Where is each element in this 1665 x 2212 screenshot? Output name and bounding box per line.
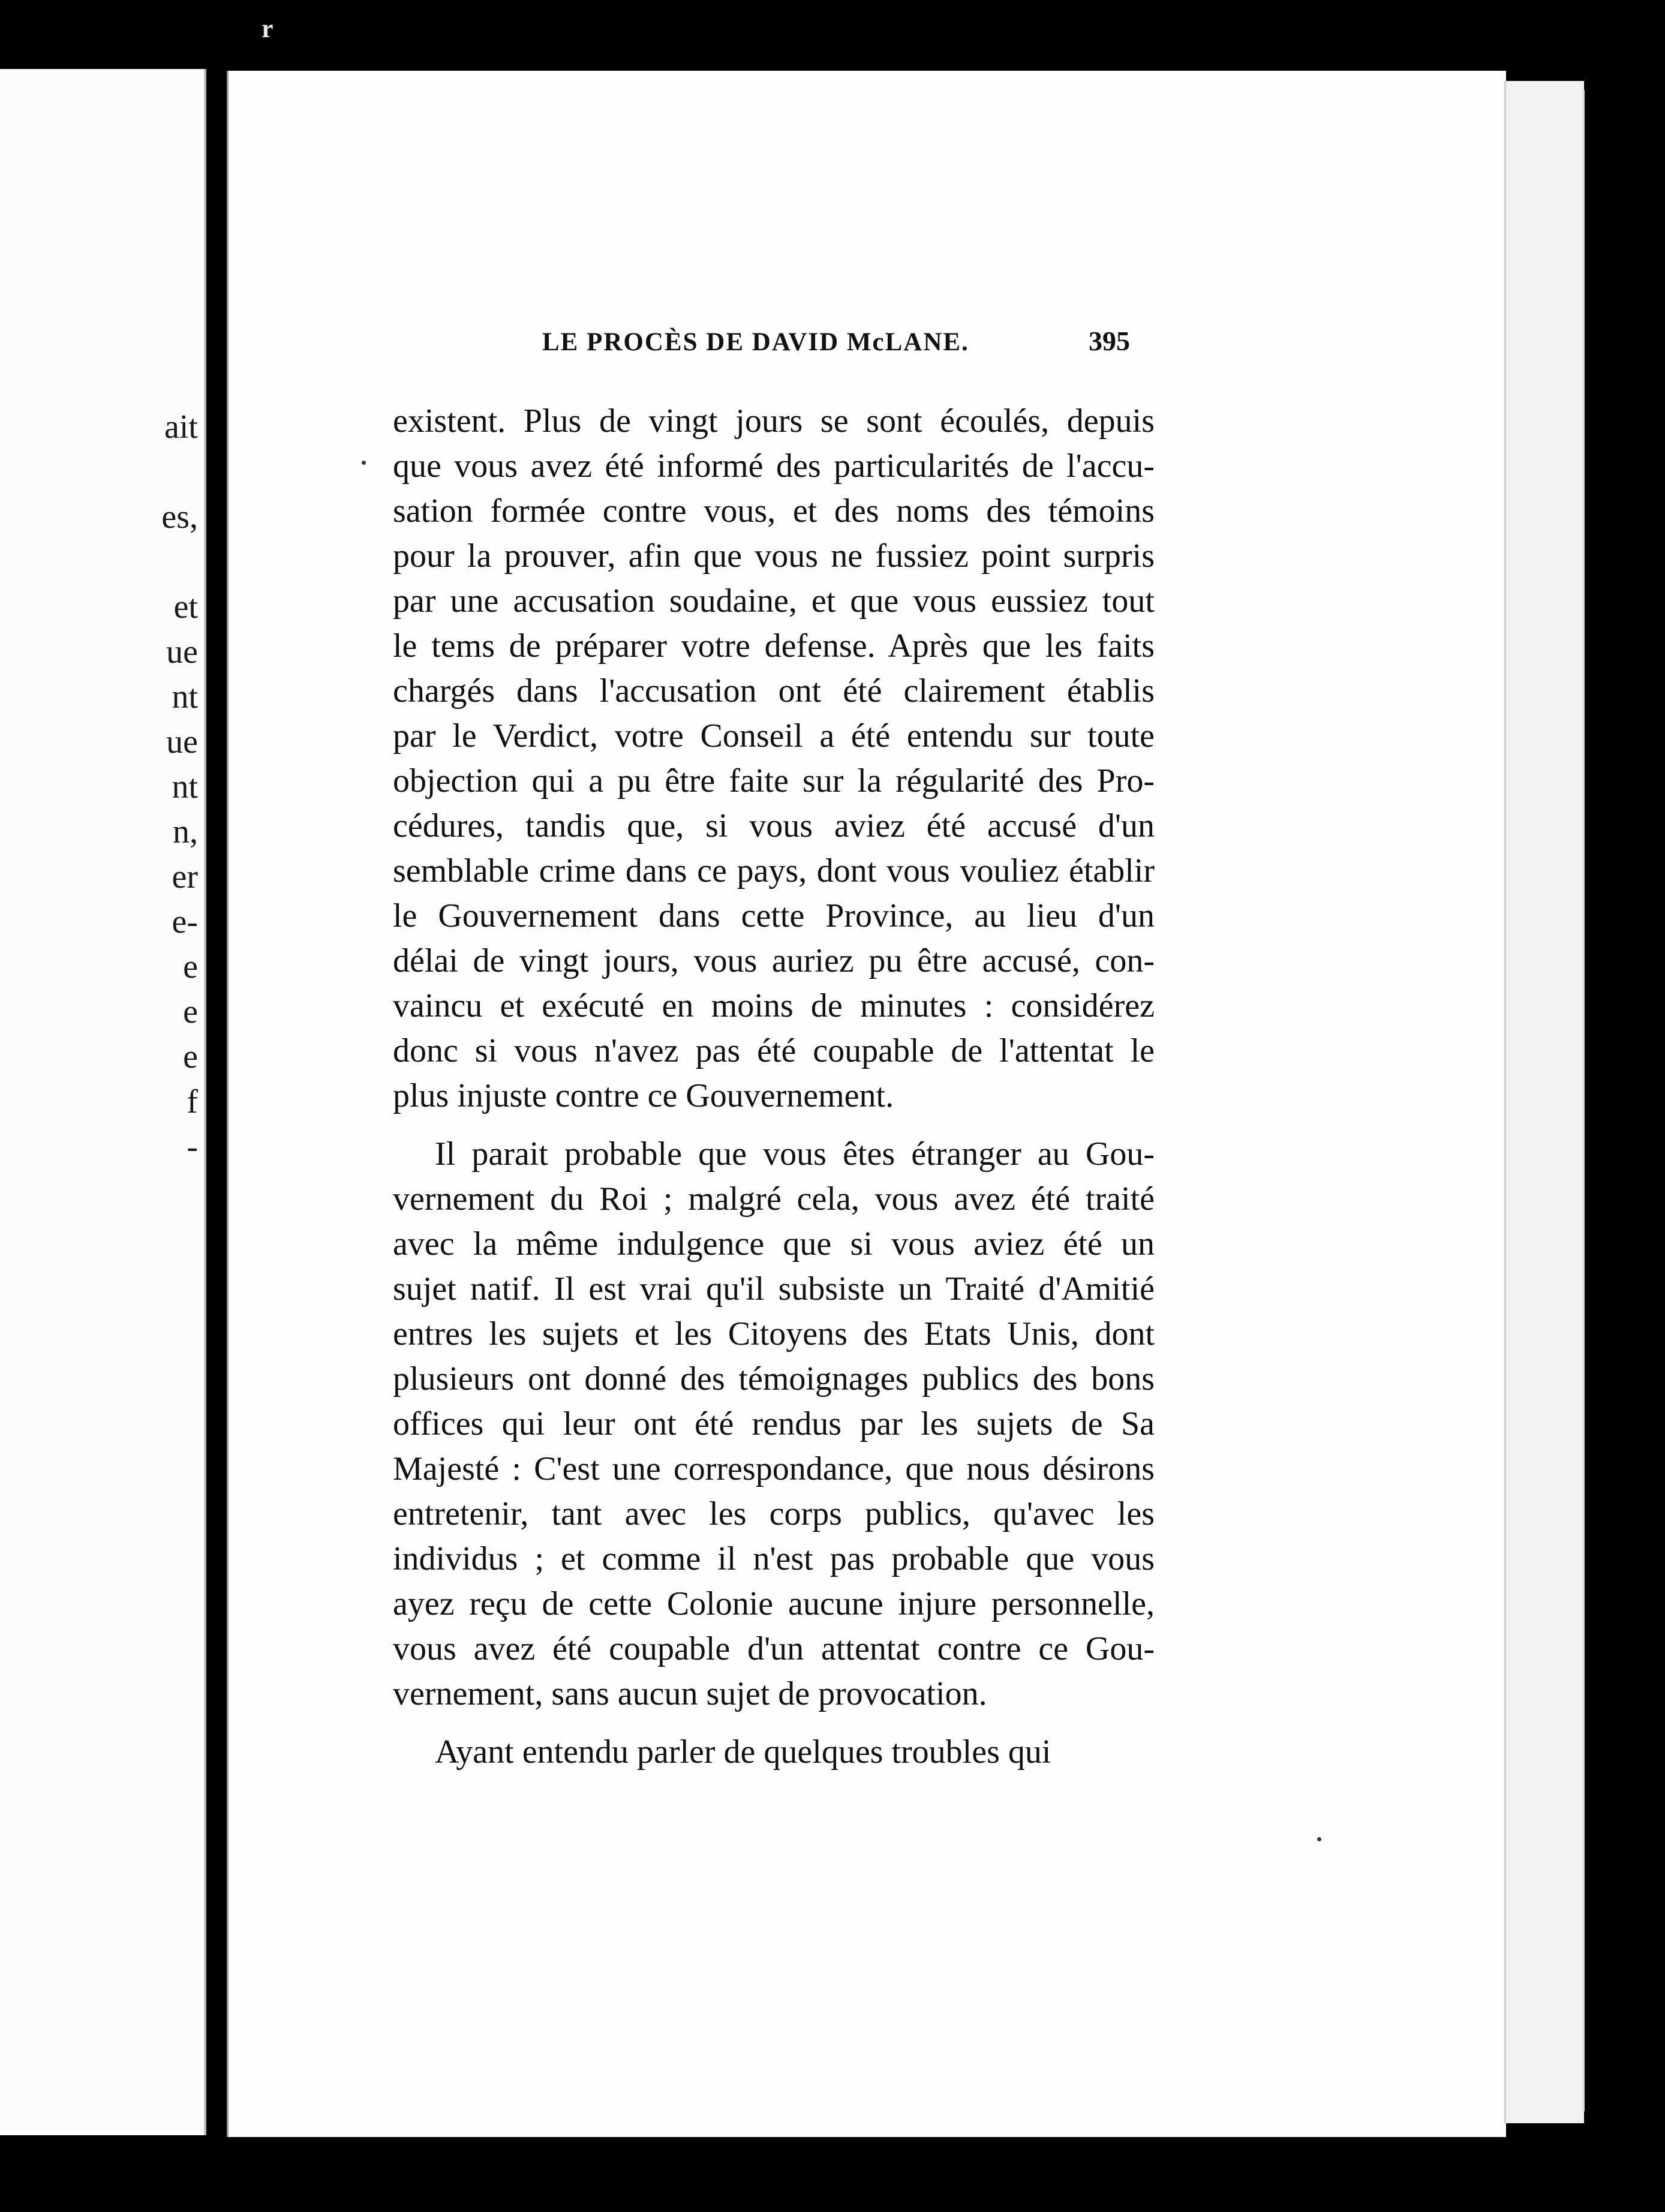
text-line: Ayant entendu parler de quelques troubles qui [435,1733,1051,1771]
ink-speck [362,461,366,465]
facing-page-fragment [114,450,198,495]
text-line: vernement, sans aucun sujet de provocation. [393,1675,987,1712]
text-line: objection qui a pu être faite sur la régularité des Pro- [393,762,1155,800]
running-title: LE PROCÈS DE DAVID McLANE. [542,328,969,356]
facing-page-fragment [114,540,198,585]
facing-page-fragment: nt [172,678,198,716]
text-line: avec la même indulgence que si vous aviez été un [393,1225,1155,1263]
facing-page-fragment: e- [172,903,198,940]
facing-page-fragment [114,1170,198,1215]
facing-page-fragment [114,1484,198,1529]
facing-page-fragment: e [183,993,198,1030]
text-line: pour la prouver, afin que vous ne fussiez point surpris [393,537,1155,575]
text-line: entres les sujets et les Citoyens des Etats Unis, dont [393,1315,1155,1353]
facing-page-fragment: ait [164,408,198,446]
text-line: ayez reçu de cette Colonie aucune injure personnelle, [393,1585,1155,1622]
text-line: par une accusation soudaine, et que vous eussiez tout [393,582,1155,620]
text-line: le tems de préparer votre defense. Après que les faits [393,627,1155,665]
paragraph [393,1730,1155,1775]
body-text [393,399,1155,1775]
facing-page-fragment: es, [161,498,198,536]
facing-page-fragment: ue [166,633,198,671]
text-line: chargés dans l'accusation ont été clairement établis [393,672,1155,710]
paragraph-spacing [393,1717,1155,1730]
page-edge [1504,81,1584,2123]
text-line: sujet natif. Il est vrai qu'il subsiste un Traité d'Amitié [393,1270,1155,1308]
facing-page-fragment [114,1215,198,1260]
facing-page-fragment: f [187,1083,198,1120]
text-line: donc si vous n'avez pas été coupable de l'attentat le [393,1032,1155,1069]
facing-page-fragment: er [172,858,198,895]
facing-page-fragment [114,1350,198,1394]
facing-page-line-ends [114,405,198,1529]
facing-page-fragment [114,1305,198,1350]
facing-page-fragment: nt [172,768,198,806]
text-line: que vous avez été informé des particularités de l'accu- [393,447,1155,485]
text-line: par le Verdict, votre Conseil a été entendu sur toute [393,717,1155,755]
facing-page-fragment: e [183,948,198,985]
text-line: entretenir, tant avec les corps publics, qu'avec les [393,1495,1155,1532]
scan-corner-mark: r [262,14,274,43]
text-line: le Gouvernement dans cette Province, au lieu d'un [393,897,1155,934]
paragraph-spacing [393,1119,1155,1132]
page-edge-strip [1582,90,1585,2111]
facing-page-fragment: ue [166,723,198,761]
facing-page-left [0,69,206,2135]
text-line: vaincu et exécuté en moins de minutes : considérez [393,987,1155,1024]
facing-page-fragment: e [183,1038,198,1075]
facing-page-fragment: n, [173,813,198,850]
facing-page-fragment [114,1394,198,1439]
page-number: 395 [1089,326,1130,356]
text-line: vous avez été coupable d'un attentat contre ce Gou- [393,1630,1155,1667]
text-line: Il parait probable que vous êtes étranger au Gou- [435,1135,1155,1173]
ink-speck [1317,1837,1321,1841]
text-line: plusieurs ont donné des témoignages publics des bons [393,1360,1155,1397]
text-line: plus injuste contre ce Gouvernement. [393,1077,894,1114]
text-line: sation formée contre vous, et des noms des témoins [393,492,1155,530]
paragraph [393,399,1155,1119]
text-line: délai de vingt jours, vous auriez pu être accusé, con- [393,942,1155,979]
facing-page-fragment: et [173,588,198,626]
facing-page-fragment [114,1260,198,1305]
text-line: Majesté : C'est une correspondance, que nous désirons [393,1450,1155,1487]
text-line: vernement du Roi ; malgré cela, vous avez été traité [393,1180,1155,1218]
text-line: semblable crime dans ce pays, dont vous vouliez établir [393,852,1155,889]
facing-page-fragment [114,1439,198,1484]
text-line: individus ; et comme il n'est pas probable que vous [393,1540,1155,1577]
text-line: cédures, tandis que, si vous aviez été accusé d'un [393,807,1155,844]
paragraph [393,1132,1155,1717]
text-line: offices qui leur ont été rendus par les sujets de Sa [393,1405,1155,1442]
text-line: existent. Plus de vingt jours se sont écoulés, depuis [393,402,1155,440]
facing-page-fragment: - [187,1128,198,1165]
